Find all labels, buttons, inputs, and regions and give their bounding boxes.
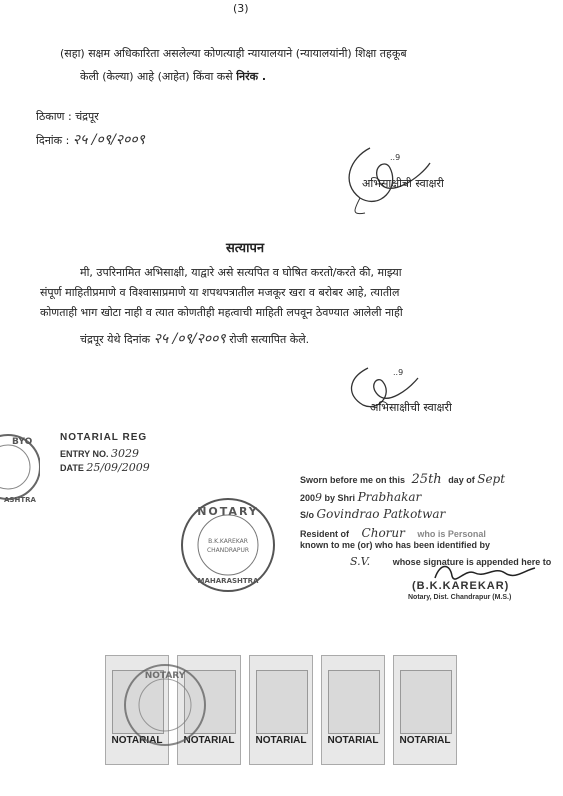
seal-top: NOTARY (197, 505, 259, 518)
notarial-stamp-3 (249, 655, 313, 765)
sworn-line1-end: day of (448, 475, 475, 485)
svg-text:B.K.KAREKAR: B.K.KAREKAR (208, 538, 248, 545)
sworn-line4-a: Resident of (300, 529, 350, 539)
sworn-line2 (300, 490, 421, 504)
seal-bottom: MAHARASHTRA (197, 577, 259, 585)
place-label: ठिकाण : चंद्रपूर (36, 110, 99, 123)
para1-line2-text: केली (केल्या) आहे (आहेत) किंवा कसे (80, 70, 233, 83)
notarial-reg-title: NOTARIAL REG (60, 432, 148, 443)
sworn-line3 (300, 507, 445, 521)
sworn-line1-hand: 25th (411, 472, 442, 487)
verif-line3: कोणताही भाग खोटा नाही व त्यात कोणतीही महत्वाची माहिती लपवून ठेवण्यात आलेली नाही (40, 306, 403, 319)
svg-text:BYO: BYO (12, 437, 33, 447)
svg-text:..9: ..9 (390, 153, 401, 162)
stamp-label: NOTARIAL (327, 735, 379, 746)
notary-name: (B.K.KAREKAR) (412, 580, 510, 592)
para1-line1: (सहा) सक्षम अधिकारिता असलेल्या कोणत्याही न्यायालयाने (न्यायालयांनी) शिक्षा तहकूब (60, 47, 407, 60)
notarial-stamp-4 (321, 655, 385, 765)
verif-place-date-b: रोजी सत्यापित केले. (229, 333, 310, 346)
svg-text:NOTARY: NOTARY (144, 671, 186, 681)
svg-text:CHANDRAPUR: CHANDRAPUR (206, 547, 250, 554)
stamp-emblem (256, 670, 308, 734)
notarial-date (60, 461, 150, 474)
notarial-date-value: 25/09/2009 (86, 461, 150, 474)
verif-place-date-hand: २५ /०९/२००९ (153, 331, 226, 347)
verif-place-date (80, 329, 309, 348)
signature-label-2: अभिसाक्षीची स्वाक्षरी (370, 401, 452, 414)
svg-text:..9: ..9 (393, 368, 404, 377)
verif-line1: मी, उपरिनामित अभिसाक्षी, याद्वारे असे सत्यपित व घोषित करतो/करते की, माझ्या (80, 266, 402, 279)
stamp-label: NOTARIAL (183, 735, 235, 746)
sworn-line2-hand-b: Prabhakar (357, 490, 422, 504)
sworn-line4-hand: Chorur (361, 526, 405, 540)
notarial-date-label: DATE (60, 463, 84, 473)
notarial-entry-value: 3029 (111, 447, 140, 460)
notary-round-seal (178, 495, 278, 595)
signature-label-1: अभिसाक्षीची स्वाक्षरी (362, 177, 444, 190)
sworn-line6-hand: S.V. (350, 555, 371, 568)
sworn-line1-month: Sept (477, 472, 506, 486)
sworn-line1-text: Sworn before me on this (300, 475, 406, 485)
verif-place-date-a: चंद्रपूर येथे दिनांक (80, 333, 151, 346)
para1-line2 (80, 69, 266, 84)
sworn-line2-b: by Shri (324, 493, 356, 503)
sworn-line2-a: 200 (300, 493, 316, 503)
date-line (36, 130, 145, 149)
verif-line2: संपूर्ण माहितीप्रमाणे व विश्वासाप्रमाणे या शपथपत्रातील मजकूर खरा व बरोबर आहे, त्यातील (40, 286, 400, 299)
sworn-line4-b: who is Personal (417, 529, 486, 539)
stamp-label: NOTARIAL (255, 735, 307, 746)
notarial-entry-label: ENTRY NO. (60, 449, 109, 459)
stamp-emblem (400, 670, 452, 734)
page-number: (3) (233, 2, 249, 15)
sworn-line3-a: S/o (300, 510, 315, 520)
sworn-line4 (300, 526, 486, 540)
left-round-seal (0, 422, 40, 512)
sworn-line1 (300, 472, 505, 487)
notarial-stamp-5 (393, 655, 457, 765)
sworn-line5: known to me (or) who has been identified by (300, 540, 491, 550)
sworn-line3-hand: Govindrao Patkotwar (316, 507, 446, 521)
date-label: दिनांक : (36, 134, 70, 147)
stamp-label: NOTARIAL (399, 735, 451, 746)
para1-bold: निरंक . (236, 70, 267, 83)
sworn-line6-b: whose signature is appended here to (392, 557, 552, 567)
verification-heading: सत्यापन (226, 241, 265, 256)
stamp-overlay-seal (115, 660, 215, 750)
date-handwritten: २५ /०९/२००९ (72, 132, 145, 148)
stamp-emblem (328, 670, 380, 734)
notary-place: Notary, Dist. Chandrapur (M.S.) (408, 594, 512, 601)
svg-text:ASHTRA: ASHTRA (4, 496, 36, 504)
stamp-label: NOTARIAL (111, 735, 163, 746)
sworn-line2-hand-a: 9 (315, 491, 323, 504)
notarial-entry (60, 447, 139, 460)
